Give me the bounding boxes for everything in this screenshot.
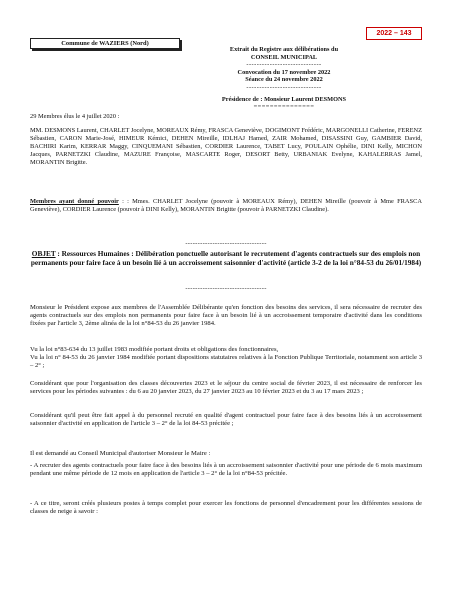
objet-separator-top: --------------------------------- <box>185 240 267 247</box>
paragraph-vu-1: Vu la loi n°83-634 du 13 juillet 1983 modifiée portant droits et obligations des fonctionnaires, <box>30 346 279 353</box>
header-line1: Extrait du Registre aux délibérations du <box>229 46 339 53</box>
header-line2: CONSEIL MUNICIPAL <box>250 53 318 61</box>
members-count: 29 Membres élus le 4 juillet 2020 : <box>30 113 120 120</box>
header-separator: ----------------------------- <box>246 61 322 69</box>
proxy-text: : : Mmes. CHARLET Jocelyne (pouvoir à MOREAUX Rémy), DEHEN Mireille (pouvoir à Mme FRASCA Geneviève), CORDIER Laurence (pouvoir à DINI Kelly), MORANTIN Brigitte (pouvoir à PARNETZKI Claudine). <box>30 198 422 213</box>
objet-heading <box>30 249 422 267</box>
objet-separator-bottom: --------------------------------- <box>185 285 267 292</box>
register-header <box>208 46 360 111</box>
paragraph-recruter: - A recruter des agents contractuels pour faire face à des besoins liés à un accroissement saisonnier d'activité pour une période de 6 mois maximum pendant une même période de 12 mois en application de l'article 3 – 2° de la loi n°84-53 précitée. <box>30 462 422 478</box>
members-list: MM. DESMONS Laurent, CHARLET Jocelyne, MOREAUX Rémy, FRASCA Geneviève, DOGIMONT Frédéric, MARGONELLI Catherine, FERENZ Sébastien, CARON Marie-José, HIMEUR Kémici, DEHEN Mireille, IDLHAJ Hamed, ZAIR Mohamed, DISASSINI Guy, GAMBIER David, BACHIRI Karim, KERRAR Maggy, CINQUEMANI Sébastien, CORDIER Laurence, TABET Lucy, POULAIN Ophélie, DINI Kelly, MICHON Jacques, PARNETZKI Claudine, MAZURE Françoise, MASCARTE Roger, DESORT Betty, URBANIAK Evelyne, KAHALERRAS Jamel, MORANTIN Brigitte. <box>30 127 422 166</box>
objet-label: OBJET <box>31 249 56 258</box>
paragraph-expose: Monsieur le Président expose aux membres de l'Assemblée Délibérante qu'en fonction des besoins des services, il sera nécessaire de recruter des agents contractuels sur des emplois non permanents pour faire face à un besoin lié à un accroissement temporaire d'activité dans les conditions fixées par l'article 3, 2ème alinéa de la loi n°84-53 du 26 janvier 1984. <box>30 304 422 328</box>
convocation-date: Convocation du 17 novembre 2022 <box>237 68 331 76</box>
paragraph-demande: Il est demandé au Conseil Municipal d'autoriser Monsieur le Maire : <box>30 450 211 457</box>
objet-text: : Ressources Humaines : Délibération ponctuelle autorisant le recrutement d'agents contractuels sur des emplois non permanents pour faire face à un besoin lié à un accroissement saisonnier d'activité (article 3-2 de la loi n°84-53 du 26/01/1984) <box>30 249 422 267</box>
proxy-paragraph <box>30 198 422 214</box>
paragraph-postes: - A ce titre, seront créés plusieurs postes à temps complet pour exercer les fonctions de personnel d'encadrement pour les différentes sessions de classes de neige à savoir : <box>30 500 422 516</box>
commune-name: Commune de WAZIERS (Nord) <box>30 38 180 49</box>
reference-number: 2022 – 143 <box>366 27 422 40</box>
header-separator: ----------------------------- <box>246 83 322 91</box>
paragraph-vu-2: Vu la loi n° 84-53 du 26 janvier 1984 modifiée portant dispositions statutaires relatives à la Fonction Publique Territoriale, notamment son article 3 – 2° ; <box>30 354 422 370</box>
session-date: Séance du 24 novembre 2022 <box>245 76 323 84</box>
proxy-label: Membres ayant donné pouvoir <box>30 198 119 205</box>
presidency: Présidence de : Monsieur Laurent DESMONS <box>221 95 347 103</box>
paragraph-considerant-1: Considérant que pour l'organisation des classes découvertes 2023 et le séjour du centre social de février 2023, il est nécessaire de renforcer les services pour les périodes suivantes : du 6 au 20 janvier 2023, du 27 janvier 2023 au 10 février 2023 et du 3 au 17 mars 2023 ; <box>30 380 422 396</box>
header-separator: =============== <box>253 103 315 111</box>
paragraph-considerant-2: Considérant qu'il peut être fait appel à du personnel recruté en qualité d'agent contractuel pour faire face à des besoins liés à un accroissement saisonnier d'activité en application de l'article 3 – 2° de la loi 84-53 précitée ; <box>30 412 422 428</box>
